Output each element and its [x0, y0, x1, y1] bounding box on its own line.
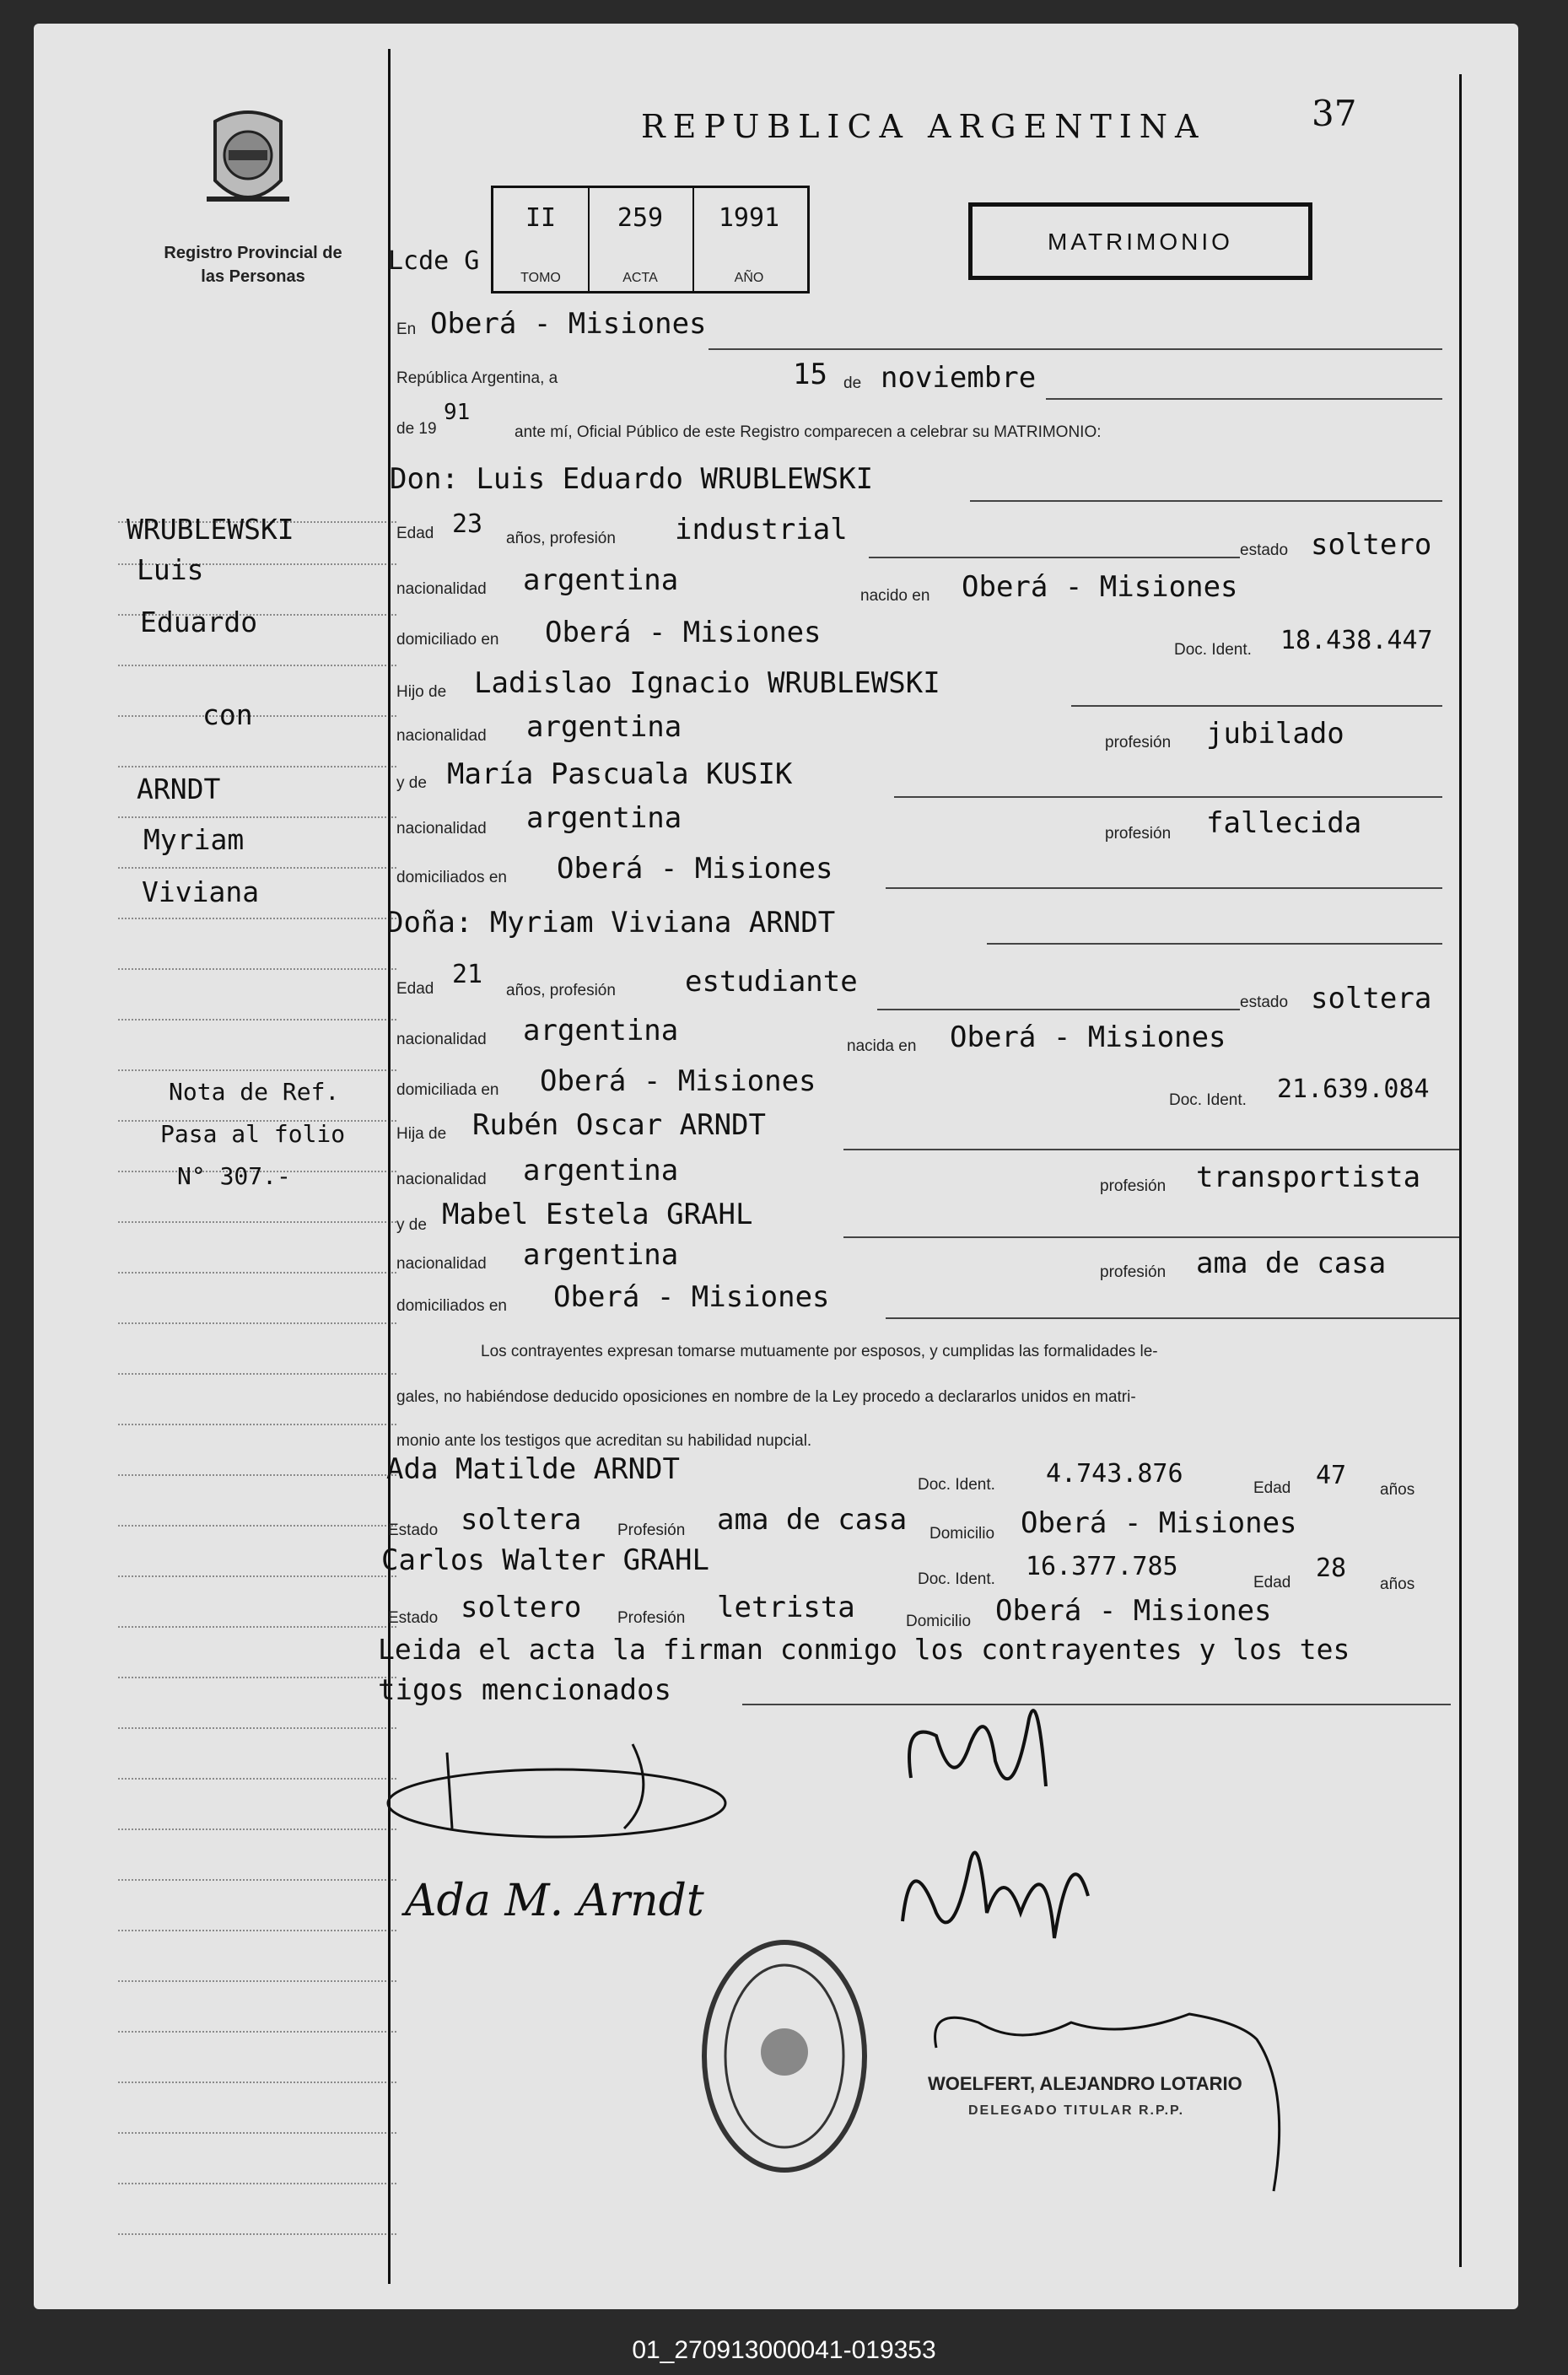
- margin-note-line3: N° 307.-: [177, 1162, 291, 1190]
- label-bride-doc-ident: Doc. Ident.: [1169, 1091, 1247, 1109]
- declaration-line2: gales, no habiéndose deducido oposiciones en nombre de la Ley procedo a declararlos unidos en matri-: [396, 1388, 1136, 1406]
- margin-groom-name1: Luis: [137, 553, 204, 586]
- right-border: [1459, 74, 1462, 2267]
- label-domiciliado-en: domiciliado en: [396, 631, 499, 649]
- label-bride-estado: estado: [1240, 994, 1289, 1011]
- tomo-cell: [493, 188, 590, 291]
- declaration-line1: Los contrayentes expresan tomarse mutuamente por esposos, y cumplidas las formalidades le-: [481, 1343, 1158, 1360]
- label-bride-anos-profesion: años, profesión: [506, 982, 616, 999]
- label-domiciliada-en: domiciliada en: [396, 1081, 499, 1099]
- witness2-signature: [886, 1812, 1113, 1980]
- closing-line1: Leida el acta la firman conmigo los contrayentes y los tes: [378, 1633, 1350, 1666]
- place: Oberá - Misiones: [430, 307, 707, 341]
- groom-profession: industrial: [675, 513, 848, 547]
- groom-mother-profession: fallecida: [1206, 806, 1362, 840]
- bride-mother-profession: ama de casa: [1196, 1247, 1387, 1280]
- ano-cell: [692, 188, 806, 291]
- page-number: 37: [1312, 93, 1357, 134]
- witness2-domicile: Oberá - Misiones: [995, 1594, 1272, 1628]
- label-w1-doc-ident: Doc. Ident.: [918, 1476, 995, 1494]
- bride-mother-nationality: argentina: [523, 1238, 679, 1272]
- official-name: WOELFERT, ALEJANDRO LOTARIO: [928, 2073, 1242, 2094]
- label-bride-father-nationality: nacionalidad: [396, 1171, 487, 1188]
- book-code: Lcde G: [388, 246, 480, 276]
- label-w2-domicilio: Domicilio: [906, 1613, 972, 1630]
- label-nacida-en: nacida en: [847, 1037, 917, 1055]
- label-edad: Edad: [396, 525, 434, 542]
- bride-domicile: Oberá - Misiones: [540, 1064, 816, 1098]
- label-bride-mother-profession: profesión: [1100, 1263, 1167, 1281]
- label-w2-profesion: Profesión: [617, 1609, 686, 1627]
- day: 15: [793, 358, 827, 391]
- label-w2-edad: Edad: [1253, 1574, 1291, 1591]
- bride-profession: estudiante: [685, 965, 858, 999]
- official-title: DELEGADO TITULAR R.P.P.: [968, 2103, 1185, 2118]
- margin-note-line1: Nota de Ref.: [169, 1078, 340, 1106]
- groom-status: soltero: [1311, 528, 1432, 562]
- witness1-domicile: Oberá - Misiones: [1021, 1506, 1297, 1540]
- tomo-label: TOMO: [520, 271, 561, 285]
- witness1-name: Ada Matilde ARNDT: [386, 1452, 680, 1486]
- witness2-status: soltero: [461, 1591, 582, 1624]
- label-w2-doc-ident: Doc. Ident.: [918, 1570, 995, 1588]
- groom-signature: [380, 1727, 751, 1862]
- label-hijo-de: Hijo de: [396, 683, 447, 701]
- bride-status: soltera: [1311, 982, 1432, 1015]
- month: noviembre: [881, 361, 1037, 395]
- witness2-name: Carlos Walter GRAHL: [381, 1543, 709, 1577]
- image-id-footer: 01_270913000041-019353: [632, 2336, 936, 2364]
- groom-father-nationality: argentina: [526, 710, 682, 744]
- declaration-line3: monio ante los testigos que acreditan su habilidad nupcial.: [396, 1432, 812, 1450]
- label-bride-nacionalidad: nacionalidad: [396, 1031, 487, 1048]
- label-de-19: de 19: [396, 420, 437, 438]
- margin-bride-name1: Myriam: [143, 823, 245, 856]
- witness2-profession: letrista: [717, 1591, 855, 1624]
- country-title: REPUBLICA ARGENTINA: [641, 108, 1206, 145]
- bride-father-profession: transportista: [1196, 1161, 1421, 1194]
- label-mother-nationality: nacionalidad: [396, 820, 487, 837]
- groom-doc: 18.438.447: [1280, 626, 1433, 655]
- margin-bride-surname: ARNDT: [137, 773, 221, 805]
- label-bride-domiciliados-en: domiciliados en: [396, 1297, 507, 1315]
- witness1-profession: ama de casa: [717, 1503, 908, 1537]
- groom-age: 23: [452, 509, 483, 539]
- register-page: [34, 24, 1518, 2309]
- label-ante-mi: ante mí, Oficial Público de este Registro comparecen a celebrar su MATRIMONIO:: [515, 423, 1102, 441]
- column-divider: [388, 49, 391, 2284]
- label-w1-edad: Edad: [1253, 1479, 1291, 1497]
- label-republica: República Argentina, a: [396, 369, 558, 387]
- label-y-de: y de: [396, 774, 427, 792]
- label-nacido-en: nacido en: [860, 587, 930, 605]
- witness1-status: soltera: [461, 1503, 582, 1537]
- bride-mother: Mabel Estela GRAHL: [442, 1198, 753, 1231]
- groom-father: Ladislao Ignacio WRUBLEWSKI: [474, 666, 940, 700]
- bride-nationality: argentina: [523, 1014, 679, 1047]
- label-en: En: [396, 320, 417, 338]
- groom-title: Don: Luis Eduardo WRUBLEWSKI: [390, 462, 874, 496]
- witness1-age: 47: [1316, 1461, 1347, 1490]
- label-bride-edad: Edad: [396, 980, 434, 998]
- label-hija-de: Hija de: [396, 1125, 447, 1143]
- groom-father-profession: jubilado: [1206, 717, 1344, 751]
- tomo-value: II: [525, 203, 557, 233]
- label-de-month: de: [843, 374, 862, 392]
- label-bride-father-profession: profesión: [1100, 1177, 1167, 1195]
- margin-groom-surname: WRUBLEWSKI: [127, 513, 294, 546]
- label-domiciliados-en: domiciliados en: [396, 869, 507, 886]
- margin-column: [34, 24, 388, 2309]
- bride-title: Doña: Myriam Viviana ARNDT: [386, 906, 836, 940]
- label-bride-y-de: y de: [396, 1216, 427, 1234]
- year-suffix: 91: [444, 400, 471, 425]
- bride-parents-domicile: Oberá - Misiones: [553, 1280, 830, 1314]
- bride-father-nationality: argentina: [523, 1154, 679, 1188]
- label-father-profession: profesión: [1105, 734, 1172, 751]
- label-w1-anos: años: [1380, 1481, 1415, 1499]
- provincial-seal-icon: [198, 106, 298, 214]
- registration-box: [491, 186, 810, 294]
- acta-label: ACTA: [622, 271, 658, 285]
- label-father-nationality: nacionalidad: [396, 727, 487, 745]
- label-nacionalidad: nacionalidad: [396, 580, 487, 598]
- groom-parents-domicile: Oberá - Misiones: [557, 852, 833, 886]
- document-type: MATRIMONIO: [1048, 229, 1233, 255]
- groom-mother-nationality: argentina: [526, 801, 682, 835]
- groom-domicile: Oberá - Misiones: [545, 616, 822, 649]
- margin-note-line2: Pasa al folio: [160, 1120, 346, 1148]
- bride-doc: 21.639.084: [1277, 1074, 1430, 1104]
- label-w2-anos: años: [1380, 1575, 1415, 1593]
- ano-value: 1991: [718, 203, 780, 233]
- acta-value: 259: [617, 203, 664, 233]
- official-stamp-icon: [700, 1938, 869, 2174]
- label-w1-estado: Estado: [388, 1521, 439, 1539]
- witness1-doc: 4.743.876: [1046, 1459, 1183, 1489]
- label-w2-estado: Estado: [388, 1609, 439, 1627]
- label-bride-mother-nationality: nacionalidad: [396, 1255, 487, 1273]
- witness2-age: 28: [1316, 1554, 1347, 1583]
- label-w1-profesion: Profesión: [617, 1521, 686, 1539]
- official-signature: [903, 1989, 1307, 2208]
- groom-mother: María Pascuala KUSIK: [447, 757, 793, 791]
- label-anos-profesion: años, profesión: [506, 530, 616, 547]
- closing-line2: tigos mencionados: [378, 1673, 671, 1707]
- registry-name: Registro Provincial de las Personas: [164, 244, 342, 286]
- document-type-box: [968, 202, 1312, 280]
- label-estado: estado: [1240, 541, 1289, 559]
- label-doc-ident: Doc. Ident.: [1174, 641, 1252, 659]
- margin-bride-name2: Viviana: [142, 875, 260, 908]
- bride-father: Rubén Oscar ARNDT: [472, 1108, 766, 1142]
- ano-label: AÑO: [734, 271, 764, 285]
- bride-born-in: Oberá - Misiones: [950, 1021, 1226, 1054]
- acta-cell: [588, 188, 694, 291]
- groom-nationality: argentina: [523, 563, 679, 597]
- label-w1-domicilio: Domicilio: [929, 1525, 995, 1543]
- groom-born-in: Oberá - Misiones: [962, 570, 1238, 604]
- witness2-doc: 16.377.785: [1026, 1552, 1178, 1581]
- label-mother-profession: profesión: [1105, 825, 1172, 843]
- margin-groom-name2: Eduardo: [140, 606, 258, 638]
- witness1-signature: Ada M. Arndt: [405, 1876, 704, 1926]
- margin-con: con: [202, 698, 253, 731]
- bride-age: 21: [452, 960, 483, 989]
